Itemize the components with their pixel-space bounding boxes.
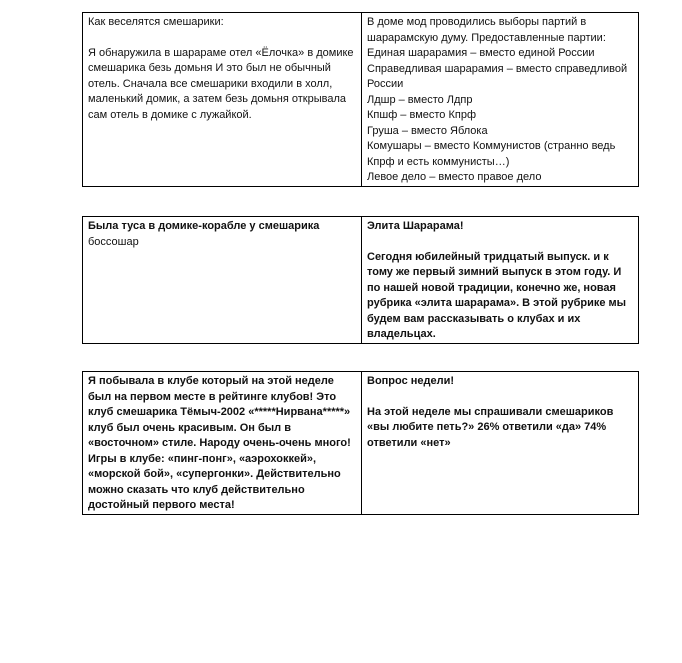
article-cell-elections — [362, 13, 639, 187]
article-table-3 — [82, 371, 639, 515]
article-body: На этой неделе мы спрашивали смешариков «вы любите петь?» 26% ответили «да» 74% ответили «нет» — [367, 405, 614, 449]
article-body: Сегодня юбилейный тридцатый выпуск. и к тому же первый зимний выпуск в этом году. И по нашей новой традиции, конечно же, новая рубрика «элита шарарама». В этой рубрике мы будем вам рассказывать о клубах и их владельцах. — [367, 250, 627, 340]
article-title: Была туса в домике-корабле у смешарика — [88, 220, 320, 232]
article-intro: В доме мод проводились выборы партий в шарарамскую думу. Предоставленные партии: — [367, 16, 606, 44]
party-line: Единая шарарамия – вместо единой России — [367, 47, 595, 59]
party-line: Комушары – вместо Коммунистов (странно ведь Кпрф и есть коммунисты…) — [367, 140, 616, 168]
article-table-1 — [82, 12, 639, 187]
party-line: Лдшр – вместо Лдпр — [367, 93, 473, 106]
party-line: Кпшф – вместо Кпрф — [367, 109, 476, 121]
article-body: Я обнаружила в шарараме отел «Ёлочка» в домике смешарика безь домьня И это был не обычный отель. Сначала все смешарики входили в холл, маленький домик, а затем безь домьня открывала сам отель в домике с лужайкой. — [88, 46, 354, 121]
article-cell-question — [362, 372, 639, 515]
article-body: боссошар — [88, 235, 139, 248]
article-cell-fun — [83, 13, 362, 187]
article-cell-party — [83, 217, 362, 344]
article-cell-elite — [362, 217, 639, 344]
article-title: Как веселятся смешарики: — [88, 16, 224, 28]
party-line: Груша – вместо Яблока — [367, 124, 488, 137]
article-body: Я побывала в клубе который на этой неделе был на первом месте в рейтинге клубов! Это клуб смешарика Тёмыч-2002 «*****Нирвана*****» клуб был очень красивым. Он был в «восточном» стиле. Народу очень-очень много! Игры в клубе: «пинг-понг», «аэрохоккей», «морской бой», «супергонки». Действительно можно сказать что клуб действительно достойный первого места! — [88, 375, 351, 511]
party-line: Справедливая шарарамия – вместо справедливой России — [367, 62, 628, 90]
party-line: Левое дело – вместо правое дело — [367, 171, 542, 183]
article-title: Элита Шарарама! — [367, 220, 464, 232]
article-cell-club — [83, 372, 362, 515]
article-title: Вопрос недели! — [367, 375, 455, 387]
article-table-2 — [82, 216, 639, 344]
